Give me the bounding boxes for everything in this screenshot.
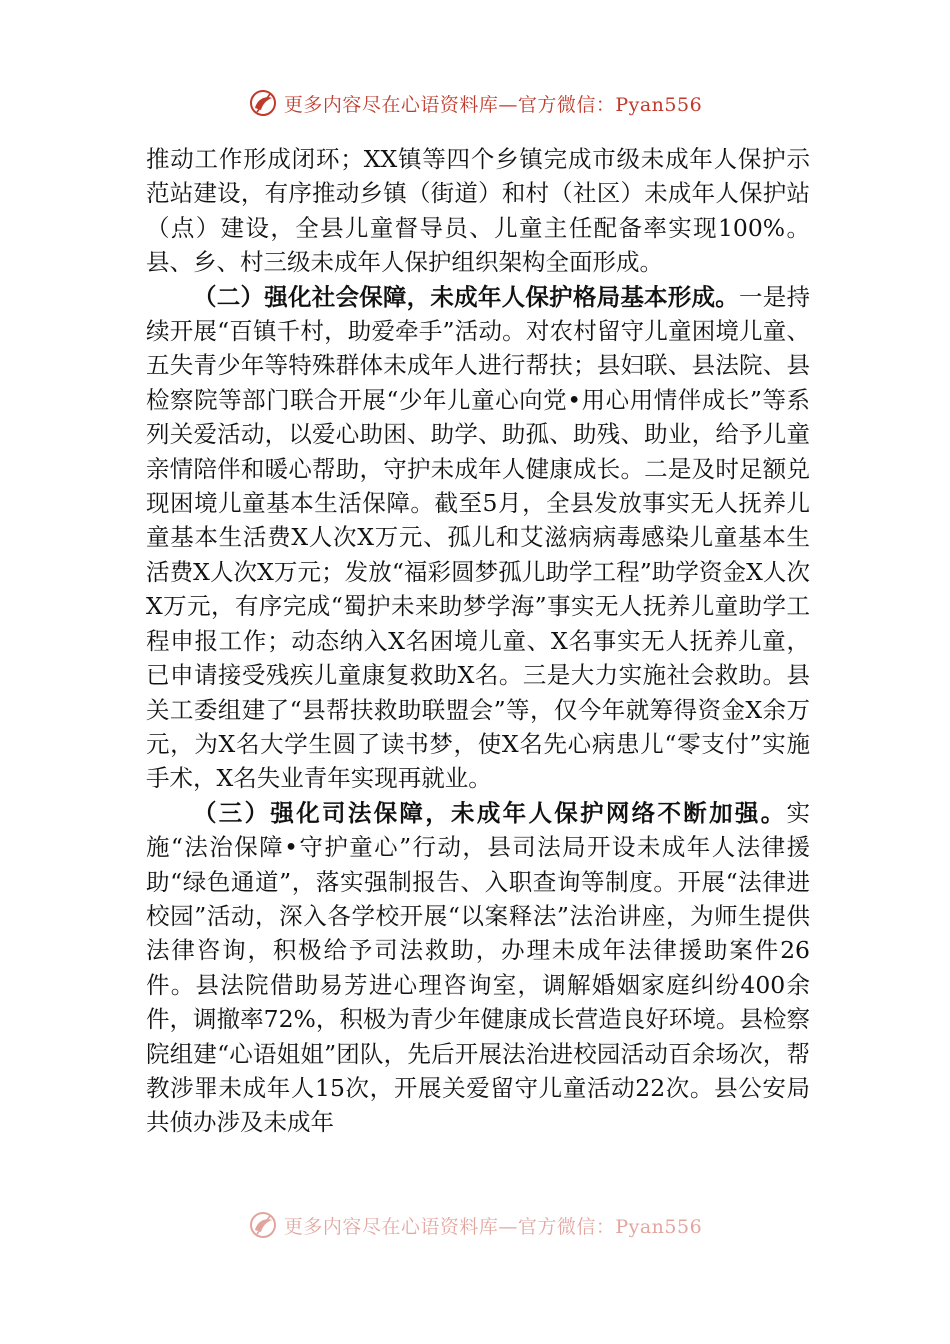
paragraph-1-body: 推动工作形成闭环；XX镇等四个乡镇完成市级未成年人保护示范站建设，有序推动乡镇（街道）和村（社区）未成年人保护站（点）建设，全县儿童督导员、儿童主任配备率实现100%。县、乡、村三级未成年人保护组织架构全面形成。 (146, 145, 810, 277)
logo-icon (248, 88, 278, 118)
paragraph-3-body: 实施“法治保障•守护童心”行动，县司法局开设未成年人法律援助“绿色通道”，落实强制报告、入职查询等制度。开展“法律进校园”活动，深入各学校开展“以案释法”法治讲座，为师生提供法律咨询，积极给予司法救助，办理未成年法律援助案件26件。县法院借助易芳进心理咨询室，调解婚姻家庭纠纷400余件，调撤率72%，积极为青少年健康成长营造良好环境。县检察院组建“心语姐姐”团队，先后开展法治进校园活动百余场次，帮教涉罪未成年人15次，开展关爱留守儿童活动22次。县公安局共侦办涉及未成年 (146, 798, 810, 1137)
watermark-text: 更多内容尽在心语资料库—官方微信：Pyan556 (283, 93, 703, 116)
paragraph-2-body: 一是持续开展“百镇千村，助爱牵手”活动。对农村留守儿童困境儿童、五失青少年等特殊群体未成年人进行帮扶；县妇联、县法院、县检察院等部门联合开展“少年儿童心向党•用心用情伴成长”等系列关爱活动，以爱心助困、助学、助孤、助残、助业，给予儿童亲情陪伴和暖心帮助，守护未成年人健康成长。二是及时足额兑现困境儿童基本生活保障。截至5月，全县发放事实无人抚养儿童基本生活费X人次X万元、孤儿和艾滋病病毒感染儿童基本生活费X人次X万元；发放“福彩圆梦孤儿助学工程”助学资金X人次X万元，有序完成“蜀护未来助梦学海”事实无人抚养儿童助学工程申报工作；动态纳入X名困境儿童、X名事实无人抚养儿童，已申请接受残疾儿童康复救助X名。三是大力实施社会救助。县关工委组建了“县帮扶救助联盟会”等，仅今年就筹得资金X余万元，为X名大学生圆了读书梦，使X名先心病患儿“零支付”实施手术，X名失业青年实现再就业。 (146, 282, 811, 793)
watermark-header (0, 86, 950, 120)
paragraph-2 (146, 280, 810, 796)
watermark-text: 更多内容尽在心语资料库—官方微信：Pyan556 (283, 1215, 703, 1238)
logo-icon (248, 1210, 278, 1240)
section-heading-2: （二）强化社会保障，未成年人保护格局基本形成。 (193, 282, 740, 311)
document-body (146, 142, 810, 1140)
watermark-footer (0, 1208, 950, 1242)
section-heading-3: （三）强化司法保障，未成年人保护网络不断加强。 (193, 798, 787, 827)
paragraph-3 (146, 796, 810, 1140)
paragraph-1 (146, 142, 810, 280)
